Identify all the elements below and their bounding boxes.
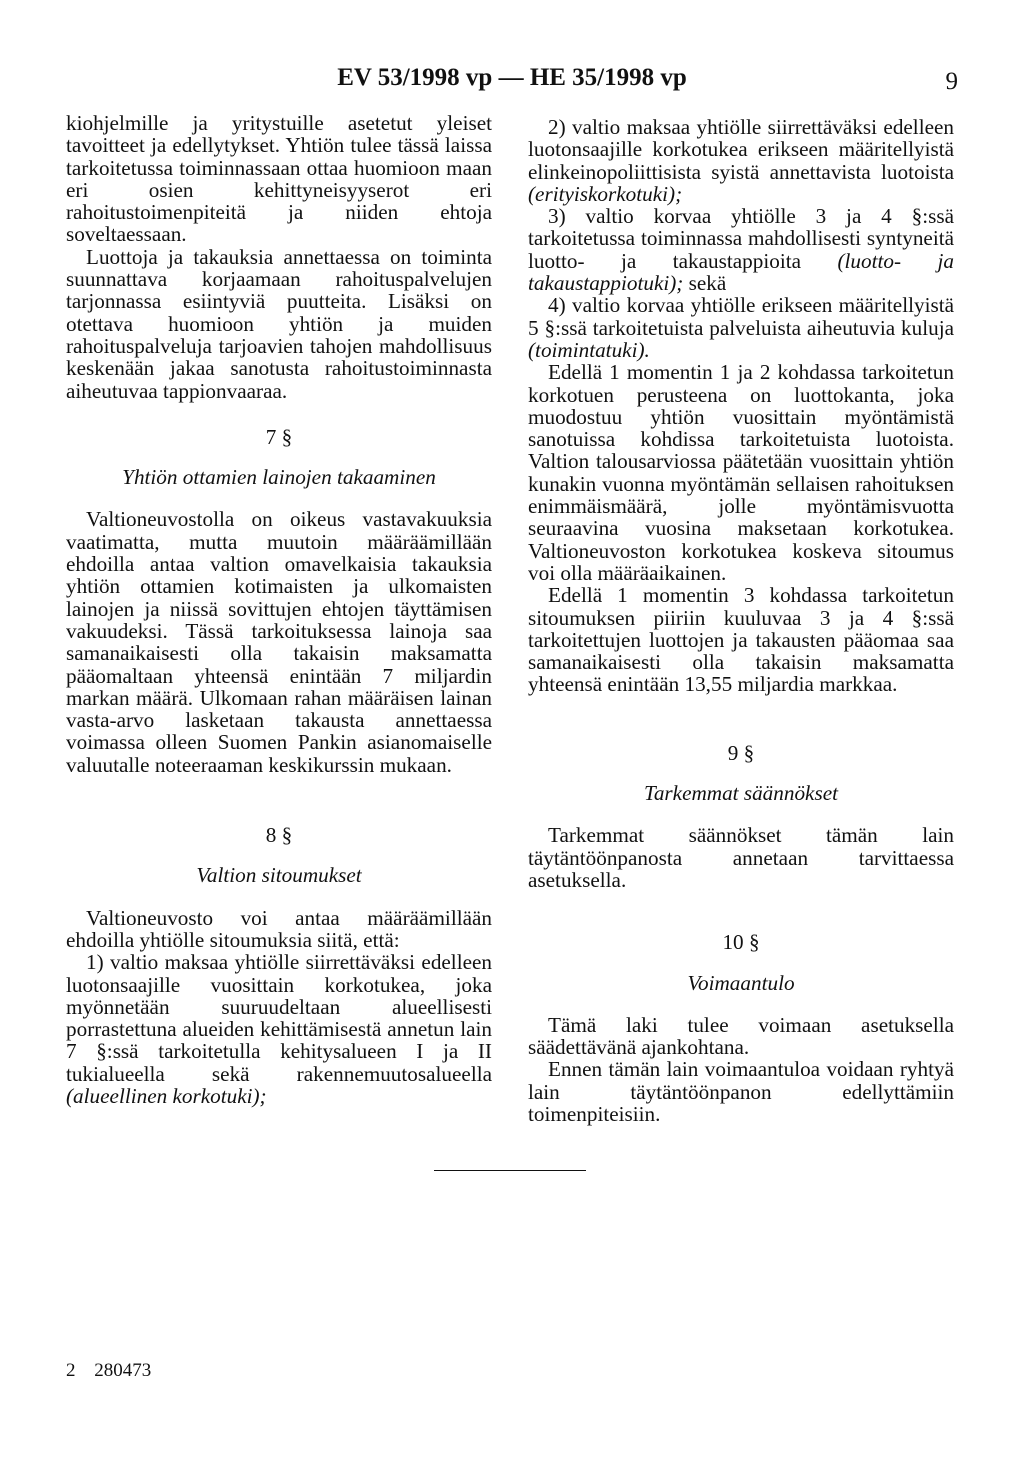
- section-7-number: 7 §: [265, 424, 293, 449]
- section-8-item-4-term: (toimintatuki).: [528, 337, 650, 362]
- section-7-title: Yhtiön ottamien lainojen takaaminen: [122, 465, 436, 490]
- section-8-item-3-tail: sekä: [688, 271, 727, 296]
- section-8-number: 8 §: [265, 823, 293, 848]
- print-code: 280473: [94, 1360, 152, 1381]
- section-8-item-1-term: (alueellinen korkotuki);: [66, 1083, 267, 1108]
- section-9-number: 9 §: [727, 740, 755, 765]
- section-9-title: Tarkemmat säännökset: [643, 781, 839, 806]
- section-8-item-3: [528, 205, 954, 294]
- left-column: [66, 112, 492, 1107]
- section-10-title: Voimaantulo: [687, 970, 795, 995]
- section-8-title: Valtion sitoumukset: [196, 863, 362, 888]
- section-10-number: 10 §: [722, 930, 760, 955]
- print-footer: [66, 1360, 165, 1382]
- section-8-item-2-text: 2) valtio maksaa yhtiölle siirrettäväksi edelleen luotonsaajille korkotukea erikseen määritellyistä elinkeinopoliittisista syistä annettavista luotoista: [528, 115, 954, 184]
- page-header: [0, 62, 1024, 102]
- section-7-paragraph: Valtioneuvostolla on oikeus vastavakuuksia vaatimatta, mutta muutoin määräämillään ehdoilla antaa valtion omavelkaisia takauksia yhtiön ottamien kotimaisten ja ulkomaisten lainojen ja niissä sovittujen ehtojen täyttämisen vakuudeksi. Tässä tarkoituksessa lainoja saa samanaikaisesti olla takaisin maksamatta pääomaltaan yhteensä enintään 7 miljardin markan määrä. Ulkomaan rahan määräisen lainan vasta-arvo lasketaan takausta annettaessa voimassa olleen Suomen Pankin asianomaiselle valuutalle noteeraaman keskikurssin mukaan.: [66, 507, 492, 777]
- section-10-paragraph-1: Tämä laki tulee voimaan asetuksella säädettävänä ajankohtana.: [528, 1012, 954, 1060]
- section-10-paragraph-2: Ennen tämän lain voimaantuloa voidaan ryhtyä lain täytäntöönpanon edellyttämiin toimenpiteisiin.: [528, 1057, 954, 1126]
- intro-paragraph-1: kiohjelmille ja yritystuille asetetut yleiset tavoitteet ja edellytykset. Yhtiön tulee tässä laissa tarkoitetussa toiminnassaan ottaa huomioon maan eri osien kehittyneisyyserot eri rahoitustoimenpiteitä ja niiden ehtoja soveltaessaan.: [66, 111, 492, 247]
- section-8-paragraph-2: Edellä 1 momentin 1 ja 2 kohdassa tarkoitetun korkotuen perusteena on luottokanta, joka muodostuu yhtiön vuosittain myöntämistä sanotuissa kohdissa tarkoitetuista luotoista. Valtion talousarviossa päätetään vuosittain yhtiön kunakin vuonna myöntämän sellaisen rahoituksen enimmäismäärä, jolle myöntämisvuotta seuraavina vuosina maksetaan korkotukea. Valtioneuvoston korkotukea koskeva sitoumus voi olla määräaikainen.: [528, 360, 954, 585]
- section-8-item-3-text: 3) valtio korvaa yhtiölle 3 ja 4 §:ssä tarkoitetussa toiminnassa mahdollisesti syntyneitä luotto- ja takaustappioita: [528, 204, 954, 273]
- section-8-item-1: [66, 951, 492, 1107]
- section-8-item-1-text: 1) valtio maksaa yhtiölle siirrettäväksi edelleen luotonsaajille vuosittain korkotukea, joka myönnetään suuruudeltaan alueellisesti porrastettuna alueiden kehittämisestä annetun lain 7 §:ssä tarkoitetulla kehitysalueen I ja II tukialueella sekä rakennemuutosalueella: [66, 950, 492, 1086]
- document-reference: EV 53/1998 vp — HE 35/1998 vp: [337, 64, 687, 91]
- section-8-paragraph-3: Edellä 1 momentin 3 kohdassa tarkoitetun sitoumuksen piiriin kuuluvaa 3 ja 4 §:ssä tarkoitettujen luottojen ja takausten pääomaa saa samanaikaisesti olla takaisin maksamatta yhteensä enintään 13,55 miljardia markkaa.: [528, 583, 954, 697]
- section-8-item-4: [528, 294, 954, 361]
- section-8-item-3-term: (luotto- ja takaustappiotuki);: [528, 248, 954, 296]
- section-8-item-2-term: (erityiskorkotuki);: [528, 181, 683, 206]
- right-column: [528, 112, 954, 1125]
- end-divider: [434, 1170, 586, 1171]
- sheet-number: 2: [66, 1360, 76, 1381]
- section-8-item-2: [528, 116, 954, 205]
- intro-paragraph-2: Luottoja ja takauksia annettaessa on toiminta suunnattava korjaamaan rahoituspalvelujen tarjonnassa esiintyviä puutteita. Lisäksi on otettava huomioon yhtiön ja muiden rahoituspalveluja tarjoavien tahojen mahdollisuus keskenään jakaa sanotusta rahoitustoiminnasta aiheutuvaa tappionvaaraa.: [66, 244, 492, 403]
- page-number: 9: [945, 68, 958, 95]
- section-8-item-4-text: 4) valtio korvaa yhtiölle erikseen määritellyistä 5 §:ssä tarkoitetuista palveluista aiheutuvia kuluja: [528, 293, 954, 340]
- section-9-paragraph: Tarkemmat säännökset tämän lain täytäntöönpanosta annetaan tarvittaessa asetuksella.: [528, 823, 954, 892]
- section-8-intro: Valtioneuvosto voi antaa määräämillään ehdoilla yhtiölle sitoumuksia siitä, että:: [66, 905, 492, 952]
